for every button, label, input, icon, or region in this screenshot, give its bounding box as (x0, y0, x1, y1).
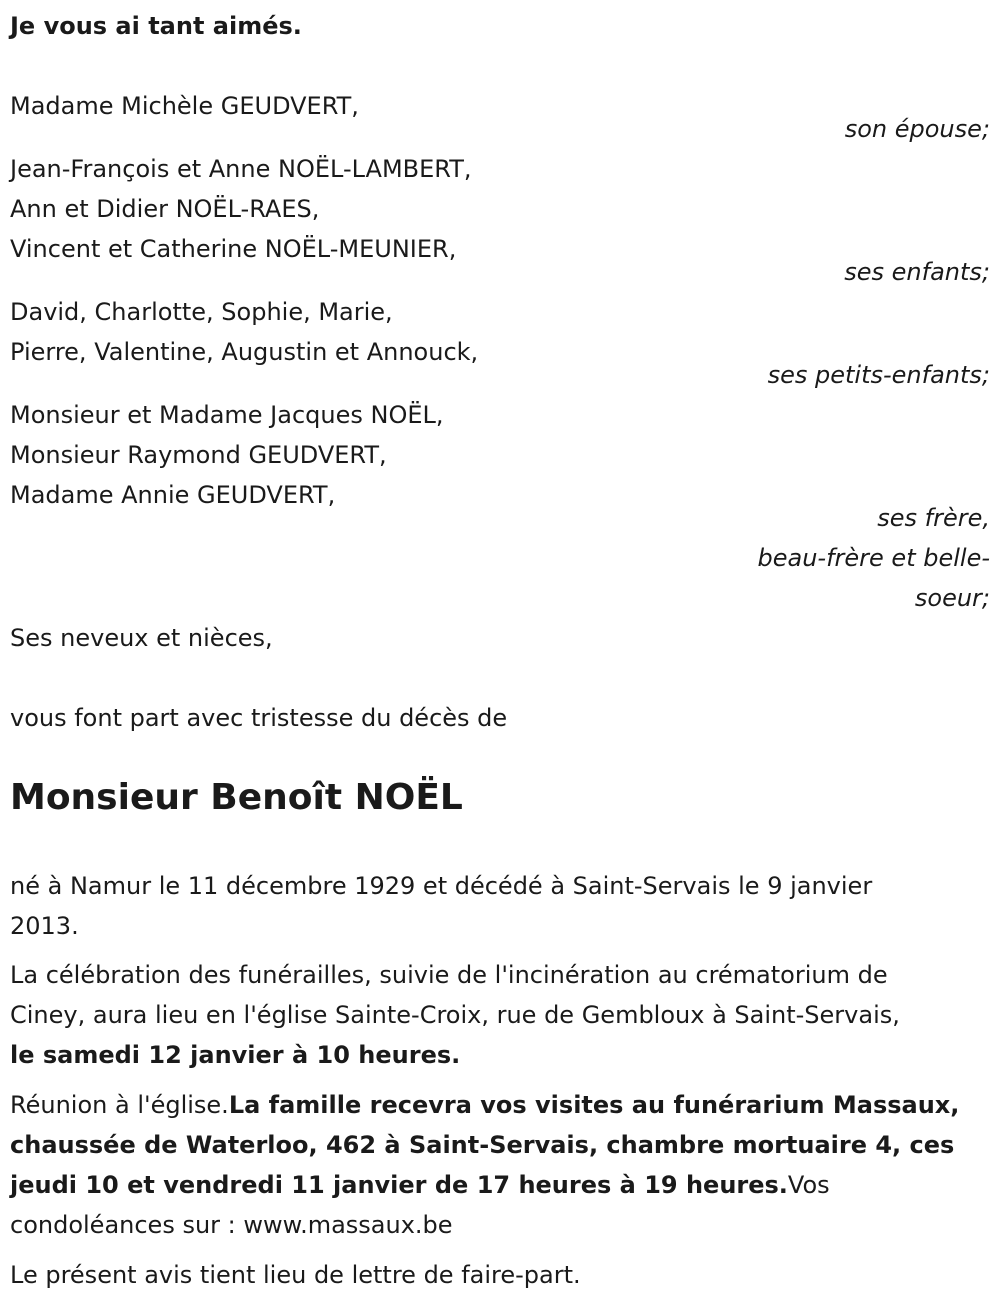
grandchildren-names: David, Charlotte, Sophie, Marie, (10, 298, 393, 326)
gathering-text: Réunion à l'église. (10, 1091, 229, 1119)
heading-quote: Je vous ai tant aimés. (10, 12, 302, 40)
deceased-name: Monsieur Benoît NOËL (10, 777, 463, 818)
birth-death-line: 2013. (10, 912, 79, 940)
visits-info: La famille recevra vos visites au funérarium Massaux, (228, 1091, 960, 1119)
funeral-info: La célébration des funérailles, suivie de l'incinération au crématorium de (10, 961, 888, 989)
spouse-role: son épouse; (844, 115, 990, 143)
siblings-role: ses frère, (877, 504, 990, 532)
condolences-link: condoléances sur : www.massaux.be (10, 1211, 453, 1239)
funeral-datetime: le samedi 12 janvier à 10 heures. (10, 1041, 461, 1069)
child-name: Vincent et Catherine NOËL-MEUNIER, (10, 235, 457, 263)
siblings-role: soeur; (914, 584, 990, 612)
closing-note: Le présent avis tient lieu de lettre de faire-part. (10, 1261, 581, 1289)
visits-line (10, 1165, 830, 1205)
nephews-nieces: Ses neveux et nièces, (10, 624, 273, 652)
child-name: Ann et Didier NOËL-RAES, (10, 195, 320, 223)
announcement-text: vous font part avec tristesse du décès de (10, 704, 508, 732)
child-name: Jean-François et Anne NOËL-LAMBERT, (10, 155, 472, 183)
visits-hours: jeudi 10 et vendredi 11 janvier de 17 heures à 19 heures. (10, 1171, 788, 1199)
children-role: ses enfants; (844, 258, 990, 286)
funeral-info: Ciney, aura lieu en l'église Sainte-Croix, rue de Gembloux à Saint-Servais, (10, 1001, 900, 1029)
grandchildren-role: ses petits-enfants; (767, 361, 990, 389)
condolences-text: Vos (787, 1171, 830, 1199)
sibling-name: Monsieur et Madame Jacques NOËL, (10, 401, 444, 429)
sibling-name: Monsieur Raymond GEUDVERT, (10, 441, 387, 469)
visits-info: chaussée de Waterloo, 462 à Saint-Servais, chambre mortuaire 4, ces (10, 1131, 955, 1159)
birth-death-line: né à Namur le 11 décembre 1929 et décédé à Saint-Servais le 9 janvier (10, 872, 873, 900)
spouse-name: Madame Michèle GEUDVERT, (10, 92, 359, 120)
siblings-role: beau-frère et belle- (757, 544, 990, 572)
sibling-name: Madame Annie GEUDVERT, (10, 481, 336, 509)
grandchildren-names: Pierre, Valentine, Augustin et Annouck, (10, 338, 479, 366)
visits-line (10, 1085, 959, 1125)
